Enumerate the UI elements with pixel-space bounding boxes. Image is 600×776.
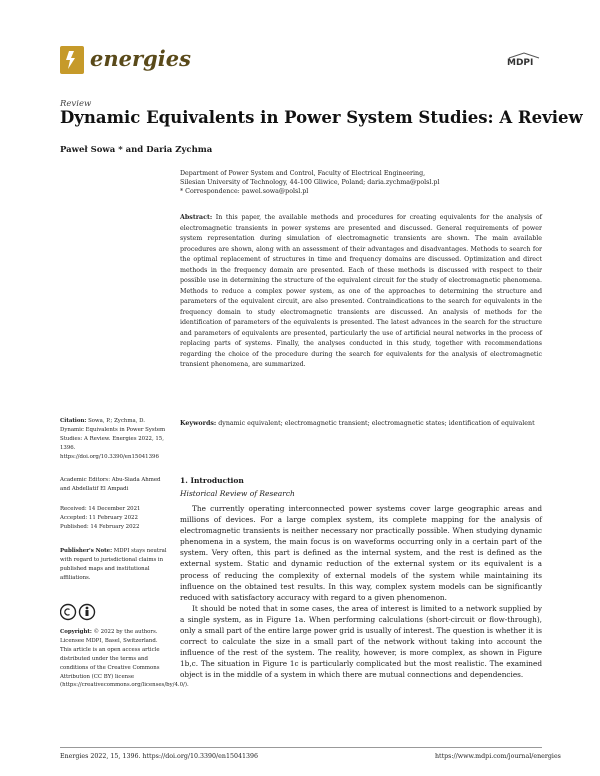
citation-text[interactable]: Sowa, P.; Zychma, D. Dynamic Equivalents in Power System Studies: A Review. Energies 2022, 15, 1396. https://doi.org/10.3390/en15041396: [60, 418, 166, 460]
publisher-note-text: MDPI stays neutral with regard to jurisdictional claims in published maps and institutional affiliations.: [60, 548, 167, 581]
academic-editors: Academic Editors: Abu-Siada Ahmed and Abdellatif El Ampadi: [60, 477, 161, 492]
copyright-text: © 2022 by the authors. Licensee MDPI, Basel, Switzerland. This article is an open access article distributed under the terms and conditions of the Creative Commons Attribution (CC BY) license (https://creativecommons.org/licenses/by/4.0/).: [60, 629, 189, 689]
journal-name: energies: [90, 46, 191, 71]
published-date: Published: 14 February 2022: [60, 523, 140, 530]
dates-block: [60, 505, 168, 532]
section-heading: 1. Introduction: [180, 476, 244, 485]
copyright-label: Copyright:: [60, 629, 92, 635]
publisher-logo: [505, 52, 543, 72]
footer-journal-url[interactable]: https://www.mdpi.com/journal/energies: [435, 753, 561, 760]
footer-citation: Energies 2022, 15, 1396. https://doi.org/10.3390/en15041396: [60, 753, 258, 760]
section-subheading: Historical Review of Research: [180, 489, 295, 498]
cc-by-icon: [60, 603, 100, 621]
citation-label: Citation:: [60, 418, 87, 424]
paper-title: Dynamic Equivalents in Power System Studies: A Review: [60, 108, 583, 127]
abstract-text: In this paper, the available methods and procedures for creating equivalents for the analysis of electromagnetic transients in power systems are presented and discussed. General requirements of power system representation during simulation of electromagnetic transients are shown. The main available procedures are shown, along with an assessment of their advantages and disadvantages. Methods to search for the optimal replacement of structures in time and frequency domains are discussed. Optimization and direct methods in the frequency domain are presented. Each of these methods is discussed with respect to their possible use in determining the structure of the equivalent circuit for the study of electromagnetic phenomena. Methods to reduce a complex power system, as one of the approaches to determining the structure and parameters of the equivalent circuit, are also presented. Contraindications to the search for equivalents in the frequency domain to study electromagnetic transients are discussed. An analysis of methods for the identification of parameters of the equivalents is presented. The latest advances in the search for the structure and parameters of equivalents are presented, particularly the use of artificial neural networks in the process of replacing parts of systems. Finally, the analyses conducted in this study, together with recommendations regarding the choice of the procedure during the search for equivalents for the analysis of electromagnetic transient phenomena, are summarized.: [180, 214, 542, 368]
affiliation-line: Department of Power System and Control, Faculty of Electrical Engineering,: [180, 170, 426, 177]
publisher-name: MDPI: [507, 58, 534, 68]
body-paragraph: The currently operating interconnected power systems cover large geographic areas and millions of devices. For a large complex system, its complete mapping for the analysis of electromagnetic transients is neither necessary nor practically possible. When studying dynamic phenomena in a system, the main focus is on waveforms occurring only in a certain part of the system. Very often, this part is defined as the internal system, and the rest is defined as the external system. Static and dynamic reduction of the external system or its equivalent is a process of reducing the complexity of external models of the system while maintaining its influence on the obtained test results. In this way, complex system models can be significantly reduced with satisfactory accuracy with regard to a given phenomenon.: [180, 504, 542, 602]
keywords-text: dynamic equivalent; electromagnetic transient; electromagnetic states; identification of equivalent: [218, 420, 535, 427]
footer-rule: [60, 747, 542, 748]
copyright-block: [60, 628, 189, 690]
publisher-note: [60, 547, 168, 583]
lightning-icon: [60, 46, 84, 74]
article-type: Review: [60, 99, 92, 109]
keywords: [180, 419, 542, 429]
received-date: Received: 14 December 2021: [60, 506, 141, 512]
cc-license-badge[interactable]: [60, 603, 100, 621]
correspondence: * Correspondence: pawel.sowa@polsl.pl: [180, 188, 309, 196]
citation-block: [60, 417, 168, 462]
abstract-label: Abstract:: [180, 214, 213, 221]
authors: Paweł Sowa * and Daria Zychma: [60, 145, 213, 155]
publisher-note-label: Publisher's Note:: [60, 548, 113, 554]
accepted-date: Accepted: 11 February 2022: [60, 514, 138, 521]
affiliation-line: Silesian University of Technology, 44-100 Gliwice, Poland; daria.zychma@polsl.pl: [180, 179, 440, 187]
body-paragraph: It should be noted that in some cases, the area of interest is limited to a network supplied by a single system, as in Figure 1a. When performing calculations (short-circuit or flow-through), only a small part of the entire large power grid is usually of interest. The question is whether it is correct to calculate the size in a small part of the network without taking into account the influence of the rest of the system. The reality, however, is more complex, as shown in Figure 1b,c. The situation in Figure 1c is particularly complicated but the most realistic. The examined object is in the middle of a system in which there are mutual connections and dependencies.: [180, 603, 543, 680]
body-text: [180, 503, 542, 681]
keywords-label: Keywords:: [180, 420, 217, 427]
journal-logo-mark: [60, 46, 84, 74]
affiliation-block: [180, 169, 560, 197]
abstract: [180, 213, 542, 371]
